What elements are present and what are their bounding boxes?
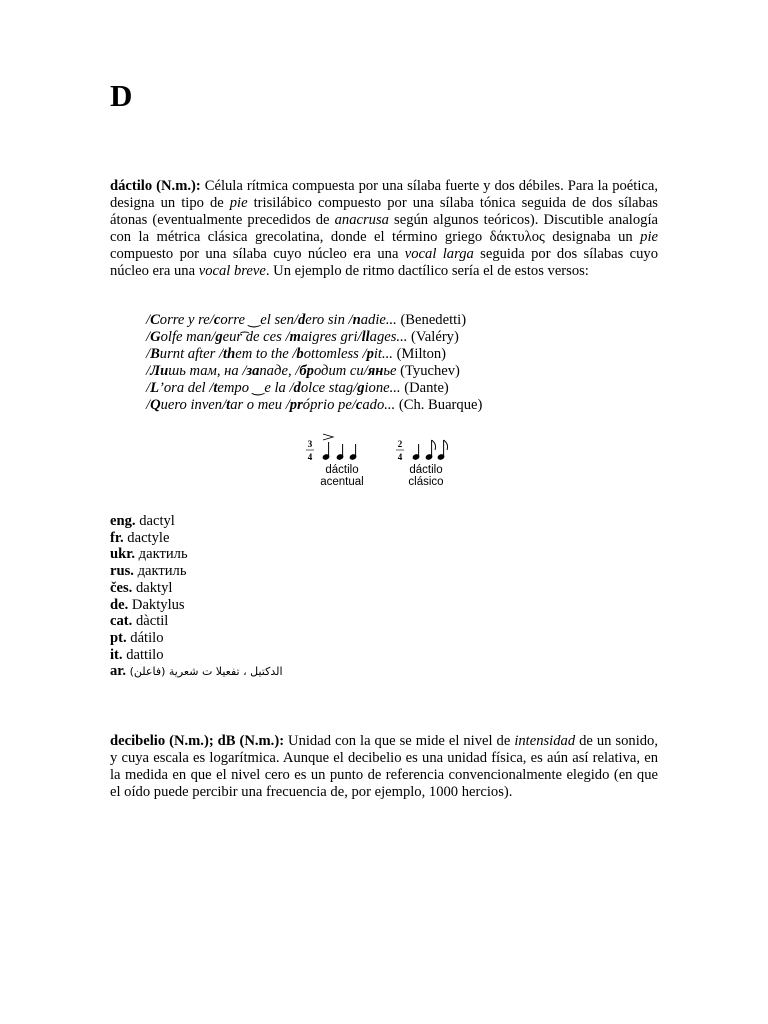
language-code: ukr. [110,546,136,563]
stressed-syllable: Ли [150,362,169,379]
definition-text: . Un ejemplo de ritmo dactílico sería el de estos versos: [265,262,589,279]
accent-mark-icon [323,434,333,440]
verse-author: (Ch. Buarque) [395,396,483,413]
verse-segment: adie... [360,312,397,328]
stressed-syllable: pr [289,396,303,413]
translated-term: dàctil [132,613,169,630]
translated-term: daktyl [132,579,173,596]
verse-line [146,346,482,363]
verse-segment: olfe man/ [160,328,216,345]
definition-text: Unidad con la que se mide el nivel de [284,733,515,749]
translation-row [110,613,283,630]
italic-term: pie [640,228,658,245]
verse-line [146,363,482,380]
stressed-syllable: c [355,396,363,413]
stressed-syllable: th [223,345,236,362]
language-code: čes. [110,579,133,596]
stressed-syllable: за [246,362,260,379]
verse-segment: it... [373,345,393,362]
language-code: cat. [110,613,133,630]
entry-term: dáctilo (N.m.): [110,178,201,194]
verse-line [146,329,482,346]
verse-author: (Tyuchev) [396,362,460,379]
language-code: eng. [110,513,136,529]
verse-author: (Benedetti) [396,312,467,328]
stressed-syllable: t [226,396,231,413]
verse-segment: ero sin / [305,312,353,328]
section-letter: D [110,78,133,113]
verse-segment: olce stag/ [300,379,358,396]
definition-text: compuesto por una sílaba cuyo núcleo era una [110,245,405,262]
translation-row [110,546,283,563]
verse-author: (Valéry) [407,328,459,345]
verse-segment: / [146,345,151,362]
verse-segment: ar o meu / [230,396,290,413]
entry-term: decibelio (N.m.); dB (N.m.): [110,733,285,749]
verse-segment: шь там, на / [168,362,247,379]
verse-segment: / [146,362,151,379]
italic-term: intensidad [514,733,576,749]
verse-segment: eur͡ de ces / [222,328,290,345]
entry-decibelio [110,733,658,801]
stressed-syllable: t [213,379,218,396]
verse-text [146,363,397,379]
translation-row [110,530,283,547]
verse-segment: aigres gri/ [300,328,362,345]
verse-segment: em to the / [235,345,297,362]
italic-term: anacrusa [334,211,389,228]
language-code: ar. [110,663,127,680]
translated-term: дактиль [135,546,188,563]
time-signature-bottom: 4 [307,452,313,462]
definition-text: Célula rítmica compuesta por una sílaba fuerte y dos débiles. Para la poética, designa un tipo de [110,178,658,211]
translation-row [110,563,283,580]
definition-text: seguida por dos sílabas cuyo núcleo era una [110,245,658,279]
stressed-syllable: n [352,312,361,328]
stressed-syllable: C [150,312,160,328]
verse-author: (Milton) [392,345,447,362]
verse-segment: ages... [369,328,408,345]
stressed-syllable: m [289,328,301,345]
verse-segment: одит си/ [313,362,368,379]
verse-text [146,329,407,345]
stressed-syllable: L [150,379,159,396]
verse-segment: urnt after / [159,345,224,362]
stressed-syllable: g [215,328,223,345]
right-caption [396,464,456,488]
stressed-syllable: p [366,345,374,362]
italic-term: vocal breve [198,262,266,279]
italic-term: pie [229,194,248,211]
verse-segment: паде, / [259,362,300,379]
verse-segment: empo ‿e la / [217,379,294,396]
verse-text [146,346,393,362]
translated-term: (فاعلن) الدكتيل ، تفعيلا ت شعرية [126,665,283,679]
definition-text: trisilábico compuesto por una sílaba tónica seguida de dos sílabas átonas (eventualmente precedidos de [110,194,658,228]
verse-segment: uero inven/ [160,396,227,413]
translated-term: dátilo [126,629,164,646]
stressed-syllable: b [296,345,304,362]
stressed-syllable: B [150,345,160,362]
translation-row [110,630,283,647]
translation-row [110,647,283,664]
verse-segment: ’ora del / [158,379,214,396]
italic-term: vocal larga [404,245,474,262]
verse-segment: ье [383,362,397,379]
verse-line [146,380,482,397]
verse-segment: ione... [364,379,401,396]
stressed-syllable: ян [367,362,384,379]
language-code: de. [110,596,129,613]
time-signature-top: 3 [307,439,313,449]
stressed-syllable: d [298,312,306,328]
verse-text [146,397,395,413]
stressed-syllable: бр [299,362,314,379]
translation-row [110,663,283,681]
stressed-syllable: d [293,379,301,396]
left-caption [310,464,374,488]
verse-line [146,312,482,329]
caption-line: dáctilo [409,464,443,476]
verse-segment: / [146,379,151,396]
verse-segment: ottomless / [303,345,367,362]
verse-author: (Dante) [400,379,449,396]
verse-segment: óprio pe/ [302,396,356,413]
caption-line: dáctilo [325,464,359,476]
translation-row [110,597,283,614]
translation-row [110,580,283,597]
time-signature-top: 2 [397,439,403,449]
verse-line [146,397,482,414]
translation-row [110,513,283,530]
caption-line: acentual [320,476,364,488]
stressed-syllable: ll [361,328,370,345]
verse-segment: / [146,312,151,328]
stressed-syllable: Q [150,396,161,413]
verse-segment: orre ‿el sen/ [220,312,298,328]
verse-segment: / [146,396,151,413]
entry-dactilo [110,178,658,279]
translated-term: дактиль [133,563,187,580]
verse-text [146,380,401,396]
language-code: fr. [110,529,124,546]
translated-term: dactyl [135,513,175,529]
definition-text: de un sonido, y cuya escala es logarítmica. Aunque el decibelio es una unidad física, es aún así relativa, en la medida en que el nivel cero es un punto de referencia convencionalmente elegido (en que el oído puede percibir una frecuencia de, por ejemplo, 1000 hercios). [110,733,658,800]
verse-segment: ado... [362,396,396,413]
definition-text: según algunos teóricos). Discutible analogía con la métrica clásica grecolatina, donde el término griego δάκτυλος designaba un [110,211,658,245]
verse-text [146,312,397,328]
time-signature-bottom: 4 [397,452,403,462]
translated-term: dattilo [122,646,164,663]
verse-segment: / [146,328,151,345]
language-code: pt. [110,629,127,646]
caption-line: clásico [408,476,444,488]
verse-segment: orre y re/ [159,312,214,328]
translated-term: Daktylus [128,596,185,613]
stressed-syllable: c [213,312,221,328]
translations-list [110,513,283,681]
rhythm-notation-figure [300,432,470,494]
translated-term: dactyle [123,529,170,546]
language-code: rus. [110,563,134,580]
verse-examples [146,312,482,413]
stressed-syllable: g [357,379,365,396]
language-code: it. [110,646,123,663]
stressed-syllable: G [150,328,161,345]
